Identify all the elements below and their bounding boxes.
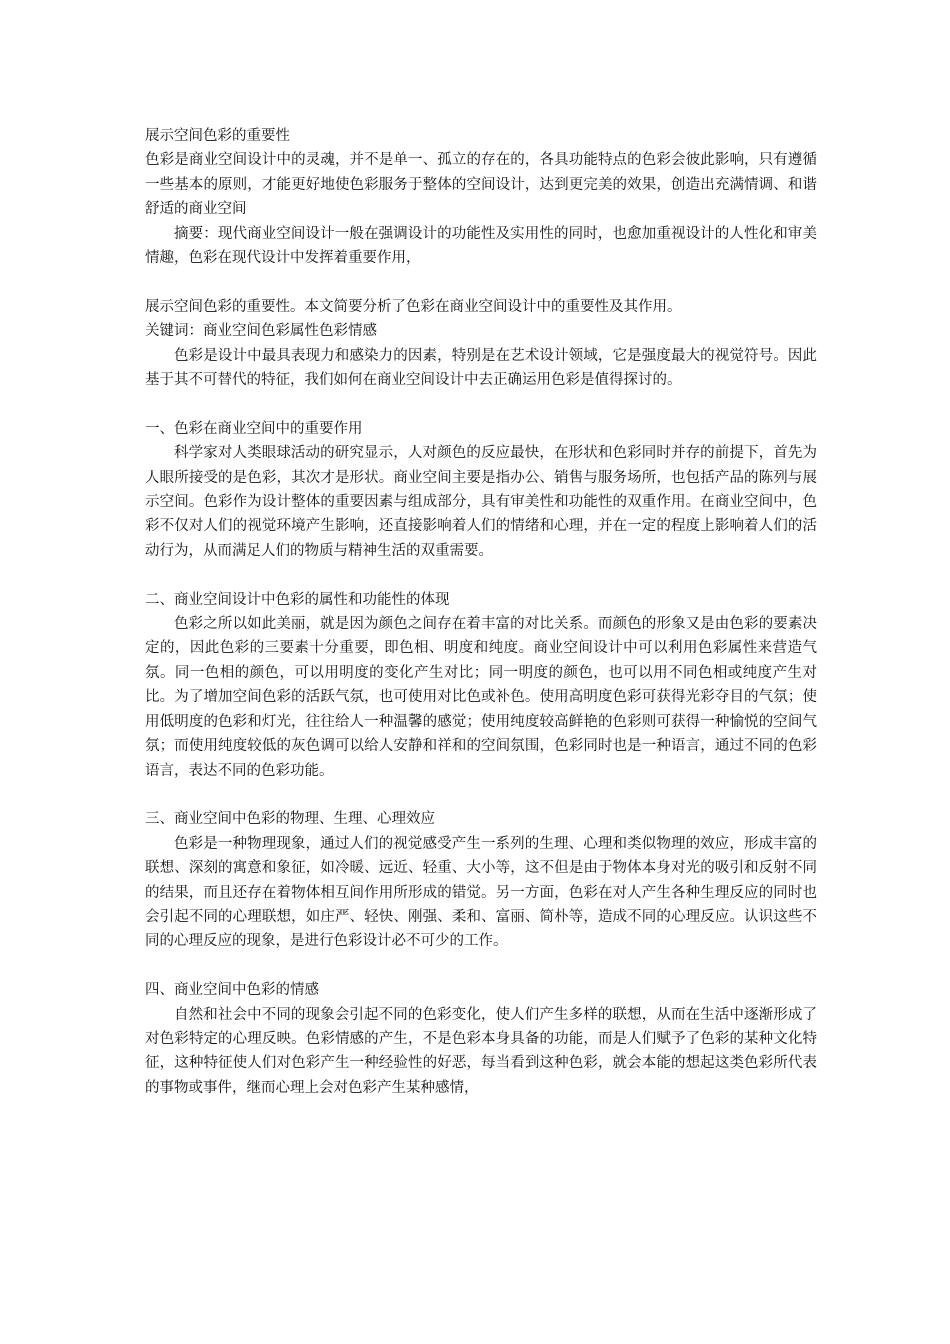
spacer <box>145 563 817 587</box>
intro-paragraph: 色彩是商业空间设计中的灵魂，并不是单一、孤立的存在的，各具功能特点的色彩会彼此影响，只有遵循一些基本的原则，才能更好地使色彩服务于整体的空间设计，达到更完美的效果，创造出充满情调、和谐舒适的商业空间 <box>145 152 817 218</box>
spacer <box>145 392 817 416</box>
section-body-4: 自然和社会中不同的现象会引起不同的色彩变化，使人们产生多样的联想，从而在生活中逐渐形成了对色彩特定的心理反映。色彩情感的产生，不是色彩本身具备的功能，而是人们赋予了色彩的某种文化特征，这种特征使人们对色彩产生一种经验性的好恶，每当看到这种色彩，就会本能的想起这类色彩所代表的事物或事件，继而心理上会对色彩产生某种感情， <box>145 1006 817 1096</box>
section-heading-3: 三、商业空间中色彩的物理、生理、心理效应 <box>145 811 435 828</box>
spacer <box>145 783 817 807</box>
document-page <box>145 124 817 1100</box>
abstract-continuation: 展示空间色彩的重要性。本文简要分析了色彩在商业空间设计中的重要性及其作用。 <box>145 298 682 315</box>
spacer <box>145 270 817 294</box>
section-heading-2: 二、商业空间设计中色彩的属性和功能性的体现 <box>145 591 450 608</box>
section-body-1: 科学家对人类眼球活动的研究显示，人对颜色的反应最快，在形状和色彩同时并存的前提下，首先为人眼所接受的是色彩，其次才是形状。商业空间主要是指办公、销售与服务场所，也包括产品的陈列与展示空间。色彩作为设计整体的重要因素与组成部分，具有审美性和功能性的双重作用。在商业空间中，色彩不仅对人们的视觉环境产生影响，还直接影响着人们的情绪和心理，并在一定的程度上影响着人们的活动行为，从而满足人们的物质与精神生活的双重需要。 <box>145 445 817 559</box>
keywords-line: 关键词：商业空间色彩属性色彩情感 <box>145 323 377 340</box>
section-body-3: 色彩是一种物理现象，通过人们的视觉感受产生一系列的生理、心理和类似物理的效应，形成丰富的联想、深刻的寓意和象征，如冷暖、远近、轻重、大小等，这不但是由于物体本身对光的吸引和反射不同的结果，而且还存在着物体相互间作用所形成的错觉。另一方面，色彩在对人产生各种生理反应的同时也会引起不同的心理联想，如庄严、轻快、刚强、柔和、富丽、简朴等，造成不同的心理反应。认识这些不同的心理反应的现象，是进行色彩设计必不可少的工作。 <box>145 835 817 950</box>
intro-body-paragraph: 色彩是设计中最具表现力和感染力的因素，特别是在艺术设计领域，它是强度最大的视觉符号。因此基于其不可替代的特征，我们如何在商业空间设计中去正确运用色彩是值得探讨的。 <box>145 347 817 389</box>
abstract-paragraph: 摘要：现代商业空间设计一般在强调设计的功能性及实用性的同时，也愈加重视设计的人性化和审美情趣，色彩在现代设计中发挥着重要作用， <box>145 225 817 267</box>
section-body-2: 色彩之所以如此美丽，就是因为颜色之间存在着丰富的对比关系。而颜色的形象又是由色彩的要素决定的，因此色彩的三要素十分重要，即色相、明度和纯度。商业空间设计中可以利用色彩属性来营造气氛。同一色相的颜色，可以用明度的变化产生对比；同一明度的颜色，也可以用不同色相或纯度产生对比。为了增加空间色彩的活跃气氛，也可使用对比色或补色。使用高明度色彩可获得光彩夺目的气氛；使用低明度的色彩和灯光，往往给人一种温馨的感觉；使用纯度较高鲜艳的色彩则可获得一种愉悦的空间气氛；而使用纯度较低的灰色调可以给人安静和祥和的空间氛围，色彩同时也是一种语言，通过不同的色彩语言，表达不同的色彩功能。 <box>145 616 817 779</box>
section-heading-4: 四、商业空间中色彩的情感 <box>145 982 319 999</box>
document-title: 展示空间色彩的重要性 <box>145 128 290 144</box>
section-heading-1: 一、色彩在商业空间中的重要作用 <box>145 420 363 437</box>
spacer <box>145 954 817 978</box>
